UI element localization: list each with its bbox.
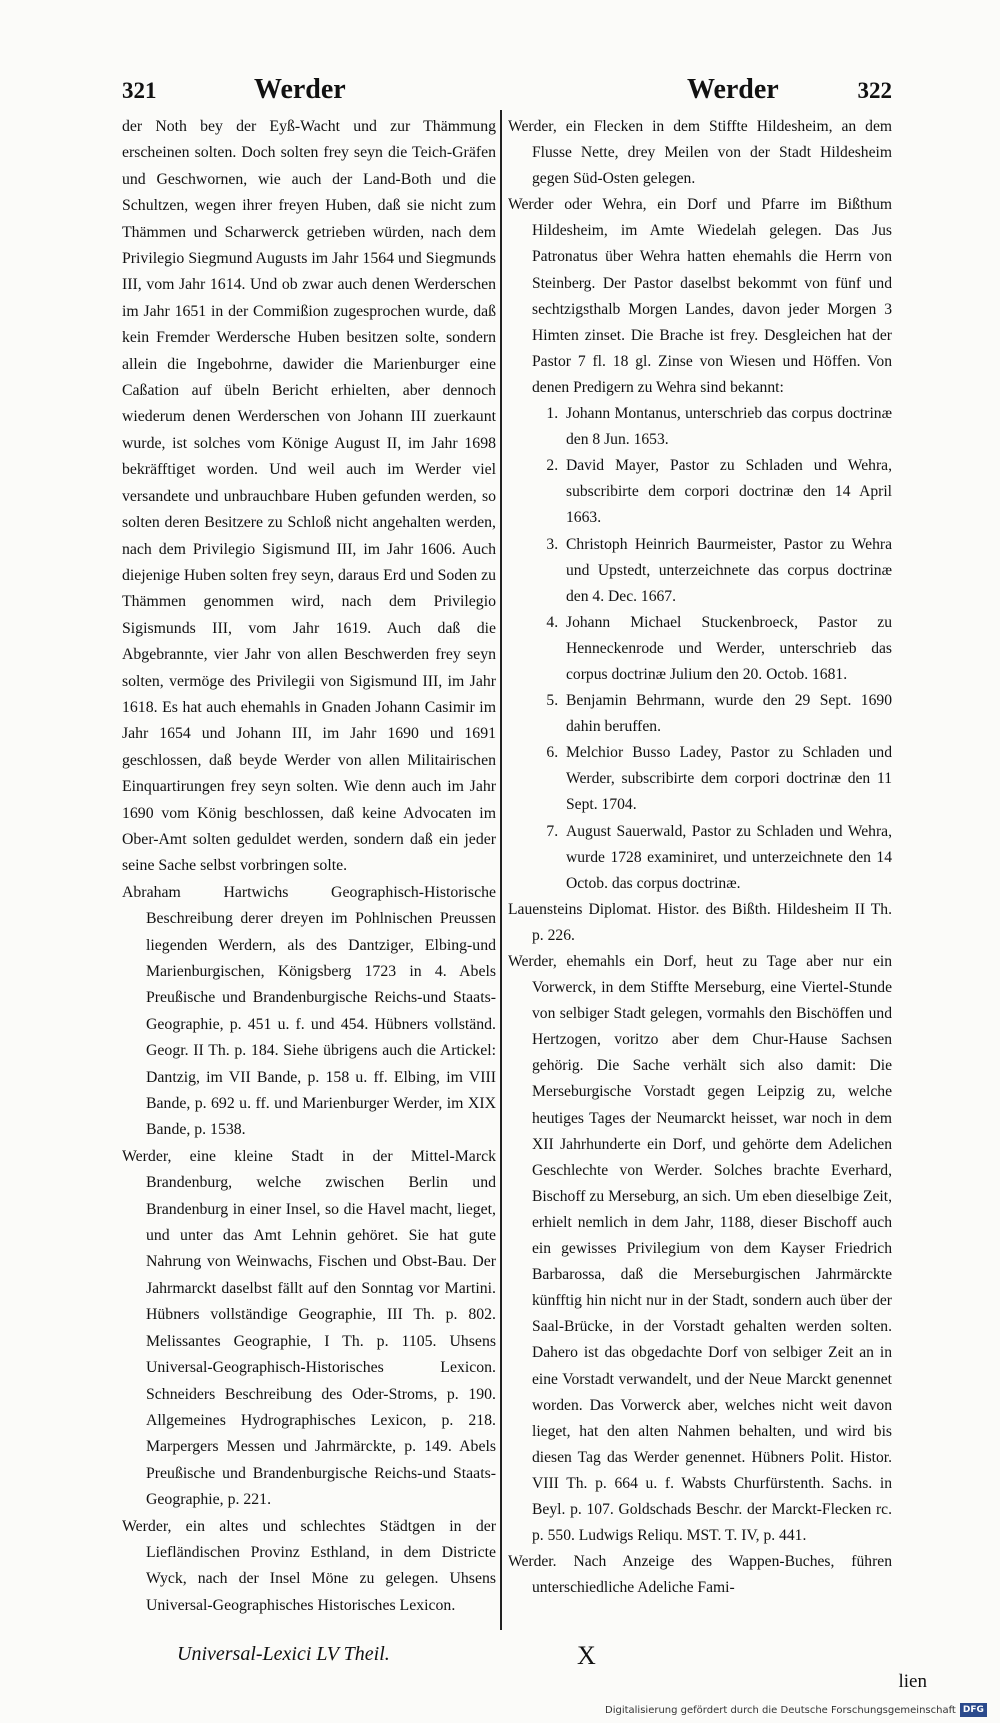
right-page-number: 322	[857, 78, 892, 103]
entry-werder-brandenburg: Werder, eine kleine Stadt in der Mittel-Marck Brandenburg, welche zwischen Berlin und Brandenburg in einer Insel, so die Havel macht, lieget, und unter das Amt Lehnin gehöret. Sie hat gute Nahrung von Weinwachs, Fischen und Obst-Bau. Der Jahrmarckt daselbst fällt auf den Sonntag vor Martini. Hübners vollständige Geographie, III Th. p. 802. Melissantes Geographie, I Th. p. 1105. Uhsens Universal-Geographisch-Historisches Lexicon. Schneiders Beschreibung des Oder-Stroms, p. 190. Allgemeines Hydrographisches Lexicon, p. 218. Marpergers Messen und Jahrmärckte, p. 149. Abels Preußische und Brandenburgische Reichs-und Staats-Geographie, p. 221.	[122, 1147, 496, 1509]
signature-mark: X	[577, 1641, 596, 1670]
paragraph-noth: der Noth bey der Eyß-Wacht und zur Thämmung erscheinen solten. Doch solten frey seyn die Teich-Gräfen und Geschwornen, wie auch der Land-Both und die Schultzen, wegen ihrer freyen Huben, daß sie nicht zum Thämmen und Scharwerck getrieben würden, nach dem Privilegio Siegmund Augusts im Jahr 1564 und Siegmunds III, vom Jahr 1614. Und ob zwar auch denen Werderschen im Jahr 1651 in der Commißion zugesprochen wurde, daß kein Fremder Werdersche Huben besitzen solte, sondern allein die Ingebohrne, dawider die Marienburger eine Caßation auf übeln Bericht erhielten, aber dennoch wiederum denen Werderschen von Johann III zuerkaunt wurde, ist solches vom Könige August II, im Jahr 1698 bekräfftiget worden. Und weil auch im Werder viel versandete und unbrauchbare Huben gefunden werden, so solten deren Besitzere zu Schloß nicht angehalten werden, nach dem Privilegio Sigismund III, im Jahr 1606. Auch diejenige Huben solten frey seyn, daraus Erd und Soden zu Thämmen genommen wird, nach dem Privilegio Sigismunds III, vom Jahr 1619. Auch daß die Abgebrannte, vier Jahr von allen Beschwerden frey seyn solten, vermöge des Privilegii von Sigismund III, im Jahr 1618. Es hat auch ehemahls in Gnaden Johann Casimir im Jahr 1654 und Johann III, im Jahr 1690 und 1691 geschlossen, daß beyde Werder von allen Militairischen Einquartirungen frey seyn solten. Wie denn auch im Jahr 1690 vom König beschlossen, daß keine Advocaten im Ober-Amt solten geduldet werden, sondern daß ein jeder seine Sache selbst vorbringen solte.	[122, 118, 496, 875]
list-item: 7. August Sauerwald, Pastor zu Schladen und Wehra, wurde 1728 examiniret, und unterzeichnete den 14 Octob. das corpus doctrinæ.	[562, 819, 892, 897]
column-divider	[500, 110, 502, 1630]
entry-werder-wehra: Werder oder Wehra, ein Dorf und Pfarre im Bißthum Hildesheim, im Amte Wiedelah gelegen. Das Jus Patronatus über Wehra hatten ehemahls die Herrn von Steinberg. Der Pastor daselbst bekommt von fünf und sechtzigsthalb Morgen Landes, davon jeder Morgen 3 Himten zinset. Die Brache ist frey. Desgleichen hat der Pastor 7 fl. 18 gl. Zinse von Wiesen und Höffen. Von denen Predigern zu Wehra sind bekannt:	[508, 196, 892, 396]
left-running-title: Werder	[254, 74, 346, 105]
list-item: 1. Johann Montanus, unterschrieb das corpus doctrinæ den 8 Jun. 1653.	[562, 401, 892, 453]
list-item: 4. Johann Michael Stuckenbroeck, Pastor zu Henneckenrode und Werder, unterschrieb das corpus doctrinæ Julium den 20. Octob. 1681.	[562, 610, 892, 688]
digitization-credit	[605, 1702, 987, 1718]
right-running-title: Werder	[687, 74, 779, 105]
running-header	[122, 72, 892, 112]
volume-title: Universal-Lexici LV Theil.	[177, 1643, 390, 1665]
list-item: 2. David Mayer, Pastor zu Schladen und Wehra, subscribirte dem corpori doctrinæ den 14 April 1663.	[562, 453, 892, 531]
entry-werder-family: Werder. Nach Anzeige des Wappen-Buches, führen unterschiedliche Adeliche Fami-	[508, 1553, 892, 1597]
paragraph-hartwich-reference: Abraham Hartwichs Geographisch-Historische Beschreibung derer dreyen im Pohlnischen Preussen liegenden Werdern, als des Dantziger, Elbing-und Marienburgischen, Königsberg 1723 in 4. Abels Preußische und Brandenburgische Reichs-und Staats-Geographie, p. 451 u. f. und 454. Hübners vollständ. Geogr. II Th. p. 184. Siehe übrigens auch die Artickel: Dantzig, im VII Bande, p. 158 u. ff. Elbing, im VIII Bande, p. 692 u. ff. und Marienburger Werder, im XIX Bande, p. 1538.	[122, 883, 496, 1139]
credit-text: Digitalisierung gefördert durch die Deutsche Forschungsgemeinschaft	[605, 1704, 956, 1716]
left-column	[122, 114, 496, 1619]
entry-werder-hildesheim: Werder, ein Flecken in dem Stiffte Hildesheim, an dem Flusse Nette, drey Meilen von der Stadt Hildesheim gegen Süd-Osten gelegen.	[508, 118, 892, 188]
catchword: lien	[898, 1671, 927, 1692]
entry-werder-merseburg: Werder, ehemahls ein Dorf, heut zu Tage aber nur ein Vorwerck, in dem Stiffte Merseburg, eine Viertel-Stunde von selbiger Stadt gelegen, vormahls den Bischöffen und Hertzogen, voritzo aber dem Chur-Hause Sachsen gehörig. Die Sache verhält sich also damit: Die Merseburgische Vorstadt gegen Leipzig zu, welche heutiges Tages der Neumarckt heisset, war noch in dem XII Jahrhunderte ein Dorf, und gehörte dem Adelichen Geschlechte von Werder. Solches brachte Everhard, Bischoff zu Merseburg, an sich. Um eben dieselbige Zeit, erhielt nemlich in dem Jahr, 1188, dieser Bischoff auch ein gewisses Privilegium von dem Kayser Friedrich Barbarossa, daß die Merseburgischen Jahrmärckte künfftig hin nicht nur in der Stadt, sondern auch über der Saal-Brücke, in der Vorstadt gehalten werden solten. Dahero ist das obgedachte Dorf von selbiger Zeit an in eine Vorstadt verwandelt, und der Neue Marckt genennet worden. Das Vorwerck aber, welches nicht weit davon lieget, hat den alten Nahmen behalten, und wird bis diesen Tag das Werder genennet. Hübners Polit. Histor. VIII Th. p. 664 u. f. Wabsts Churfürstenth. Sachs. in Beyl. p. 107. Goldschads Beschr. der Marckt-Flecken rc. p. 550. Ludwigs Reliqu. MST. T. IV, p. 441.	[508, 953, 892, 1545]
entry-werder-liefland: Werder, ein altes und schlechtes Städtgen in der Liefländischen Provinz Esthland, in dem Districte Wyck, nach der Insel Möne zu gelegen. Uhsens Universal-Geographisches Historisches Lexicon.	[122, 1517, 496, 1614]
list-item: 3. Christoph Heinrich Baurmeister, Pastor zu Wehra und Upstedt, unterzeichnete das corpus doctrinæ den 4. Dec. 1667.	[562, 532, 892, 610]
left-page-number: 321	[122, 78, 157, 103]
list-item: 5. Benjamin Behrmann, wurde den 29 Sept. 1690 dahin beruffen.	[562, 688, 892, 740]
list-item: 6. Melchior Busso Ladey, Pastor zu Schladen und Werder, subscribirte dem corpori doctrinæ den 11 Sept. 1704.	[562, 740, 892, 818]
page-footer	[177, 1641, 927, 1692]
dfg-logo-icon: DFG	[960, 1703, 987, 1717]
paragraph-lauenstein-reference: Lauensteins Diplomat. Histor. des Bißth. Hildesheim II Th. p. 226.	[508, 900, 892, 944]
pastor-list	[508, 401, 892, 897]
right-column	[508, 114, 892, 1601]
